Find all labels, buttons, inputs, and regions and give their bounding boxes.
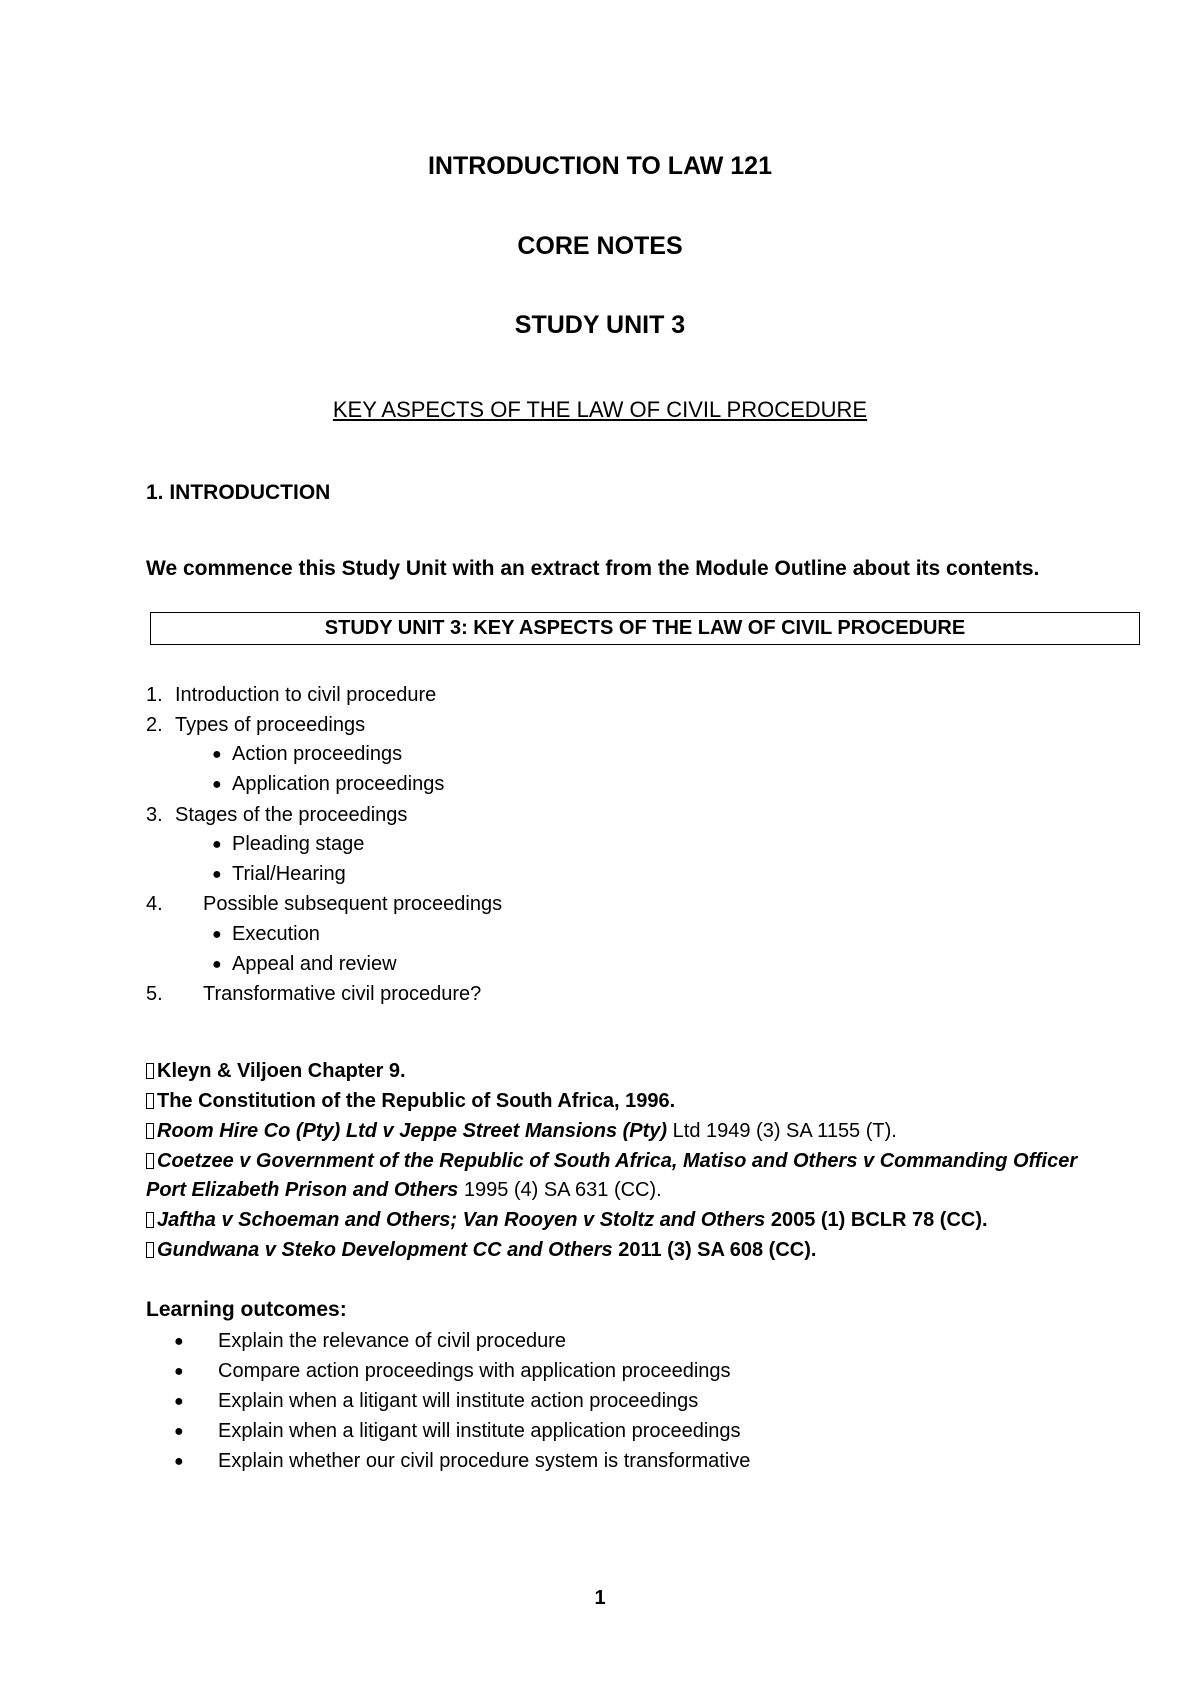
checkbox-glyph-icon	[146, 1212, 154, 1228]
outline-subitem: Trial/Hearing	[232, 863, 346, 885]
outline-subitem: Appeal and review	[232, 953, 397, 975]
outline-item-number: 4.	[146, 893, 163, 915]
learning-outcome-item: Compare action proceedings with application proceedings	[218, 1360, 731, 1382]
outline-item-number: 1.	[146, 684, 163, 706]
course-title: INTRODUCTION TO LAW 121	[427, 152, 772, 180]
reference-item: The Constitution of the Republic of South Africa, 1996.	[146, 1090, 675, 1113]
reference-item: Coetzee v Government of the Republic of South Africa, Matiso and Others v Commanding Officer	[146, 1150, 1077, 1173]
bullet-icon: ●	[174, 1363, 184, 1380]
outline-subitem: Pleading stage	[232, 833, 365, 855]
learning-outcome-item: Explain whether our civil procedure system is transformative	[218, 1450, 751, 1472]
section-intro: We commence this Study Unit with an extract from the Module Outline about its contents.	[146, 557, 1040, 580]
bullet-icon: ●	[174, 1393, 184, 1410]
reference-item: Room Hire Co (Pty) Ltd v Jeppe Street Mansions (Pty) Ltd 1949 (3) SA 1155 (T).	[146, 1120, 897, 1143]
section-heading: 1. INTRODUCTION	[146, 481, 331, 504]
reference-item: Jaftha v Schoeman and Others; Van Rooyen v Stoltz and Others 2005 (1) BCLR 78 (CC).	[146, 1209, 988, 1232]
outline-item-label: Stages of the proceedings	[175, 804, 408, 826]
bullet-icon: ●	[212, 926, 222, 943]
outline-item-label: Types of proceedings	[175, 714, 366, 736]
checkbox-glyph-icon	[146, 1123, 154, 1139]
bullet-icon: ●	[174, 1453, 184, 1470]
outline-item-label: Possible subsequent proceedings	[203, 893, 503, 915]
checkbox-glyph-icon	[146, 1063, 154, 1079]
bullet-icon: ●	[212, 956, 222, 973]
outline-item-number: 3.	[146, 804, 163, 826]
reference-item: Gundwana v Steko Development CC and Others 2011 (3) SA 608 (CC).	[146, 1239, 816, 1262]
document-subtitle: KEY ASPECTS OF THE LAW OF CIVIL PROCEDURE	[332, 397, 868, 422]
checkbox-glyph-icon	[146, 1093, 154, 1109]
unit-title: STUDY UNIT 3	[514, 311, 686, 339]
learning-outcome-item: Explain when a litigant will institute application proceedings	[218, 1420, 741, 1442]
notes-title: CORE NOTES	[517, 232, 683, 260]
bullet-icon: ●	[212, 836, 222, 853]
bullet-icon: ●	[212, 746, 222, 763]
learning-outcome-item: Explain when a litigant will institute action proceedings	[218, 1390, 699, 1412]
bullet-icon: ●	[174, 1333, 184, 1350]
page-number: 1	[594, 1587, 606, 1609]
outline-item-label: Transformative civil procedure?	[203, 983, 482, 1005]
reference-item: Kleyn & Viljoen Chapter 9.	[146, 1060, 406, 1083]
outline-subitem: Application proceedings	[232, 773, 445, 795]
outline-item-label: Introduction to civil procedure	[175, 684, 437, 706]
outline-item-number: 2.	[146, 714, 163, 736]
bullet-icon: ●	[212, 866, 222, 883]
checkbox-glyph-icon	[146, 1242, 154, 1258]
outline-subitem: Action proceedings	[232, 743, 403, 765]
outline-box-title: STUDY UNIT 3: KEY ASPECTS OF THE LAW OF CIVIL PROCEDURE	[150, 612, 1140, 645]
bullet-icon: ●	[212, 776, 222, 793]
reference-item-continued: Port Elizabeth Prison and Others 1995 (4) SA 631 (CC).	[146, 1179, 662, 1201]
checkbox-glyph-icon	[146, 1153, 154, 1169]
learning-outcome-item: Explain the relevance of civil procedure	[218, 1330, 566, 1352]
learning-outcomes-heading: Learning outcomes:	[146, 1298, 347, 1321]
bullet-icon: ●	[174, 1423, 184, 1440]
outline-subitem: Execution	[232, 923, 320, 945]
outline-item-number: 5.	[146, 983, 163, 1005]
